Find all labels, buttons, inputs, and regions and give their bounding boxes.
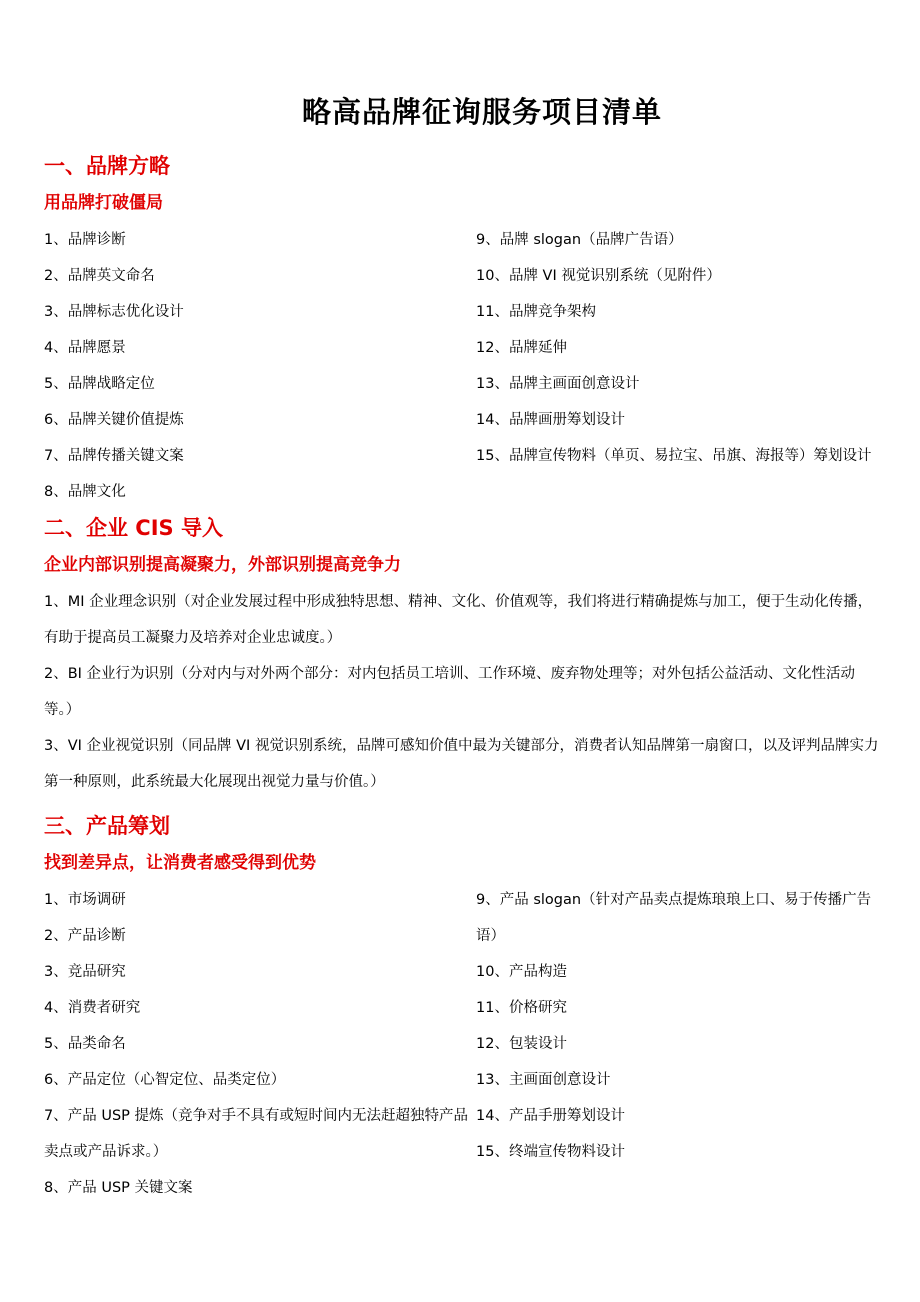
section-heading: 三、产品筹划 <box>44 814 170 838</box>
list-item: 7、品牌传播关键文案 <box>44 448 184 464</box>
list-item: 8、品牌文化 <box>44 484 126 500</box>
list-item: 11、品牌竞争架构 <box>476 304 596 320</box>
list-item: 3、品牌标志优化设计 <box>44 304 184 320</box>
section-subheading: 找到差异点，让消费者感受得到优势 <box>44 853 316 873</box>
section-product-planning <box>44 810 880 1206</box>
list-item: 15、终端宣传物料设计 <box>476 1144 625 1160</box>
list-item: 4、品牌愿景 <box>44 340 126 356</box>
section-heading: 一、品牌方略 <box>44 154 170 178</box>
list-item: 1、市场调研 <box>44 892 126 908</box>
paragraph-mi: 1、MI 企业理念识别（对企业发展过程中形成独特思想、精神、文化、价值观等，我们将进行精确提炼与加工，便于生动化传播，有助于提高员工凝聚力及培养对企业忠诚度。） <box>44 594 873 646</box>
section-heading: 二、企业 CIS 导入 <box>44 516 223 540</box>
list-item: 2、品牌英文命名 <box>44 268 155 284</box>
list-item: 11、价格研究 <box>476 1000 567 1016</box>
list-item: 9、品牌 slogan（品牌广告语） <box>476 232 683 248</box>
list-item: 1、品牌诊断 <box>44 232 126 248</box>
item-grid <box>44 222 880 510</box>
list-item: 3、竞品研究 <box>44 964 126 980</box>
list-item: 7、产品 USP 提炼（竞争对手不具有或短时间内无法赶超独特产品卖点或产品诉求。） <box>44 1108 469 1160</box>
left-column <box>44 222 476 510</box>
section-subheading: 企业内部识别提高凝聚力，外部识别提高竞争力 <box>44 555 401 575</box>
list-item: 12、包装设计 <box>476 1036 567 1052</box>
list-item: 13、主画面创意设计 <box>476 1072 611 1088</box>
list-item: 15、品牌宣传物料（单页、易拉宝、吊旗、海报等）筹划设计 <box>476 448 872 464</box>
section-subheading: 用品牌打破僵局 <box>44 193 163 213</box>
list-item: 4、消费者研究 <box>44 1000 141 1016</box>
item-grid <box>44 882 880 1206</box>
section-brand-strategy <box>44 150 880 510</box>
paragraph-vi: 3、VI 企业视觉识别（同品牌 VI 视觉识别系统，品牌可感知价值中最为关键部分，消费者认知品牌第一扇窗口，以及评判品牌实力第一种原则，此系统最大化展现出视觉力量与价值。） <box>44 738 879 790</box>
right-column <box>476 222 880 510</box>
paragraph-bi: 2、BI 企业行为识别（分对内与对外两个部分：对内包括员工培训、工作环境、废弃物处理等；对外包括公益活动、文化性活动等。） <box>44 666 856 718</box>
page-title: 略高品牌征询服务项目清单 <box>301 95 662 129</box>
list-item: 14、品牌画册筹划设计 <box>476 412 625 428</box>
list-item: 13、品牌主画面创意设计 <box>476 376 640 392</box>
list-item: 2、产品诊断 <box>44 928 126 944</box>
list-item: 12、品牌延伸 <box>476 340 567 356</box>
list-item: 10、产品构造 <box>476 964 567 980</box>
list-item: 10、品牌 VI 视觉识别系统（见附件） <box>476 268 721 284</box>
right-column <box>476 882 880 1206</box>
section-cis <box>44 512 880 800</box>
document-page <box>44 88 880 1206</box>
list-item: 5、品牌战略定位 <box>44 376 155 392</box>
left-column <box>44 882 476 1206</box>
list-item: 14、产品手册筹划设计 <box>476 1108 625 1124</box>
list-item: 6、品牌关键价值提炼 <box>44 412 184 428</box>
list-item: 6、产品定位（心智定位、品类定位） <box>44 1072 286 1088</box>
list-item: 8、产品 USP 关键文案 <box>44 1180 193 1196</box>
list-item: 5、品类命名 <box>44 1036 126 1052</box>
list-item: 9、产品 slogan（针对产品卖点提炼琅琅上口、易于传播广告语） <box>476 892 872 944</box>
